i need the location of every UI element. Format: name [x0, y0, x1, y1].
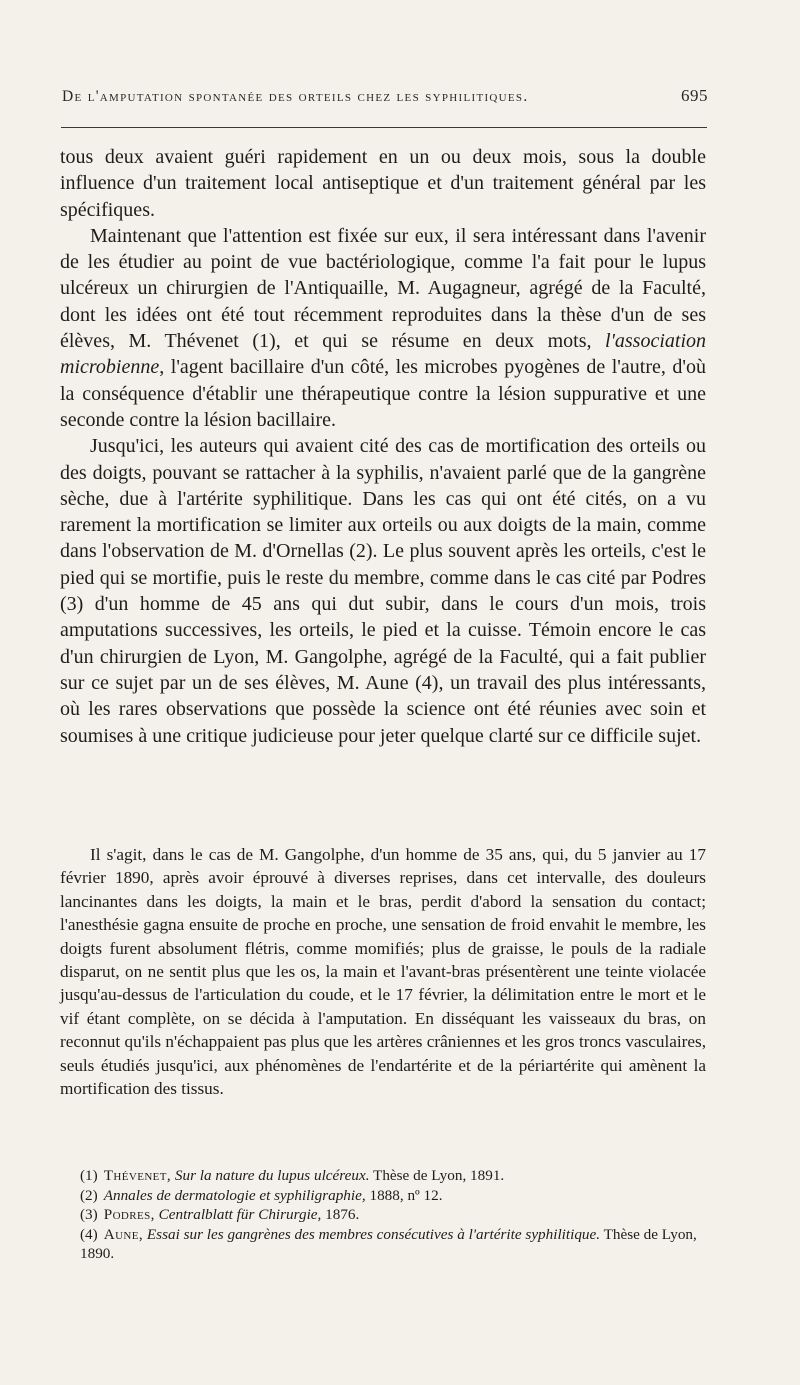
main-text — [60, 144, 706, 749]
footnote-mark: (2) — [80, 1186, 98, 1204]
footnote-author: Thévenet, — [103, 1167, 172, 1184]
footnote-author: Aune, — [103, 1225, 144, 1243]
page-number: 695 — [681, 86, 708, 105]
paragraph-2-part-b: , l'agent bacillaire d'un côté, les microbes pyogènes de l'autre, d'où la conséquence d'établir une thérapeutique contre la lésion suppurative et une seconde contre la lésion bacillaire. — [60, 356, 706, 431]
footnote-title: Centralblatt für Chirurgie, — [158, 1206, 322, 1224]
case-report — [60, 843, 706, 1100]
page — [60, 0, 708, 1385]
footnote-title: Sur la nature du lupus ulcéreux. — [174, 1167, 370, 1184]
footnote-rest: 1876. — [321, 1206, 360, 1224]
footnote-title: Essai sur les gangrènes des membres consécutives à l'artérite syphilitique. — [146, 1225, 601, 1243]
footnote-title: Annales de dermatologie et syphiligraphie, — [103, 1186, 366, 1204]
footnote-mark: (4) — [80, 1225, 98, 1243]
footnote-rest: 1888, nº 12. — [365, 1186, 443, 1204]
footnote-3 — [80, 1205, 706, 1225]
case-paragraph: Il s'agit, dans le cas de M. Gangolphe, d'un homme de 35 ans, qui, du 5 janvier au 17 février 1890, après avoir éprouvé à diverses reprises, dans cet intervalle, des douleurs lancinantes dans les doigts, la main et le bras, perdit d'abord la sensation du contact; l'anesthésie gagna ensuite de proche en proche, une sensation de froid envahit le membre, les doigts furent absolument flétris, comme momifiés; plus de graisse, le pouls de la radiale disparut, on ne sentit plus que les os, la main et l'avant-bras présentèrent une teinte violacée jusqu'au-dessus de l'articulation du coude, et le 17 février, la délimitation entre le mort et le vif étant complète, on se décida à l'amputation. En disséquant les vaisseaux du bras, on reconnut qu'ils n'échappaient pas plus que les artères crâniennes et les gros troncs vasculaires, seuls étudiés jusqu'ici, aux phénomènes de l'endartérite et de la périartérite qui amènent la mortification des tissus. — [60, 845, 706, 1099]
header-rule — [61, 127, 707, 128]
paragraph-2-italic: l'association microbienne — [60, 330, 706, 379]
paragraph-2 — [60, 223, 706, 433]
running-title: De l'amputation spontanée des orteils chez les syphilitiques. — [62, 88, 529, 105]
footnote-2 — [80, 1186, 706, 1206]
paragraph-2-part-a: Maintenant que l'attention est fixée sur eux, il sera intéressant dans l'avenir de les étudier au point de vue bactériologique, comme l'a fait pour le lupus ulcéreux un chirurgien de l'Antiquaille, M. Augagneur, agrégé de la Faculté, dont les idées ont été tout récemment reproduites dans la thèse d'un de ses élèves, M. Thévenet (1), et qui se résume en deux mots, — [60, 224, 706, 353]
footnote-mark: (1) — [80, 1167, 98, 1184]
paragraph-1: tous deux avaient guéri rapidement en un ou deux mois, sous la double influence d'un traitement local antiseptique et d'un traitement général par les spécifiques. — [60, 146, 706, 221]
footnote-4 — [80, 1225, 706, 1264]
footnote-rest: Thèse de Lyon, 1891. — [369, 1167, 505, 1184]
paragraph-3: Jusqu'ici, les auteurs qui avaient cité des cas de mortification des orteils ou des doigts, pouvant se rattacher à la syphilis, n'avaient parlé que de la gangrène sèche, due à l'artérite syphilitique. Dans les cas qui ont été cités, on a vu rarement la mortification se limiter aux orteils ou aux doigts de la main, comme dans l'observation de M. d'Ornellas (2). Le plus souvent après les orteils, c'est le pied qui se mortifie, puis le reste du membre, comme dans le cas cité par Podres (3) d'un homme de 45 ans qui dut subir, dans le cours d'un mois, trois amputations successives, les orteils, le pied et la cuisse. Témoin encore le cas d'un chirurgien de Lyon, M. Gangolphe, agrégé de la Faculté, qui a fait publier sur ce sujet par un de ses élèves, M. Aune (4), un travail des plus intéressants, où les rares observations que possède la science ont été réunies avec soin et soumises à une critique judicieuse pour jeter quelque clarté sur ce difficile sujet. — [60, 435, 706, 747]
footnote-author: Podres, — [103, 1206, 155, 1224]
running-head — [62, 86, 708, 106]
footnote-rest: Thèse de Lyon, 1890. — [80, 1225, 697, 1263]
footnotes — [80, 1166, 706, 1264]
footnote-mark: (3) — [80, 1206, 98, 1224]
footnote-1 — [80, 1166, 706, 1186]
